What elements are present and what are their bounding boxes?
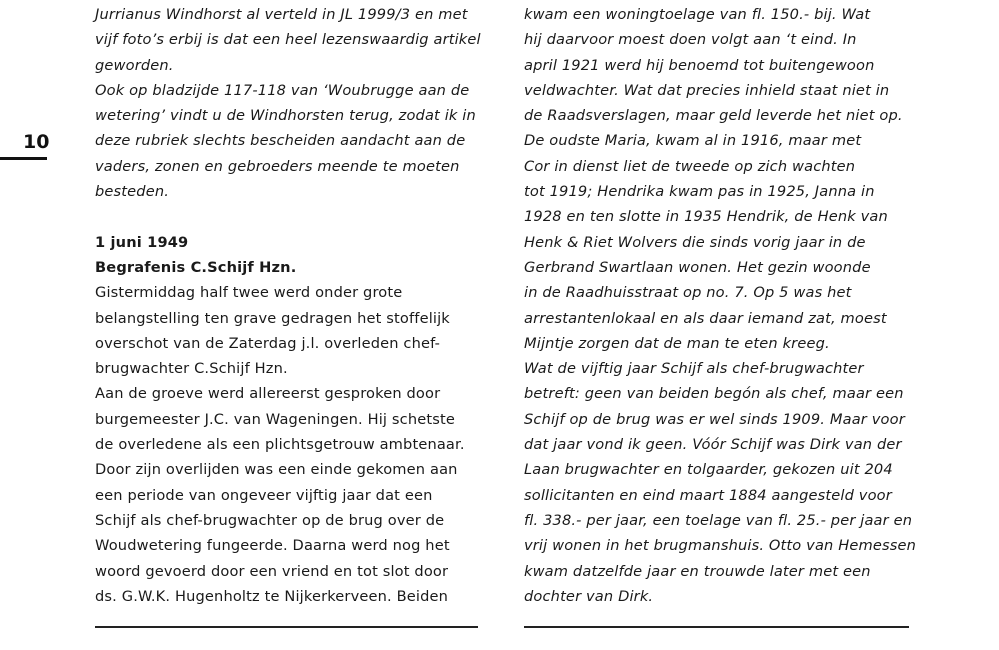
text-line: dochter van Dirk. [524,587,654,605]
text-line: kwam een woningtoelage van fl. 150.- bij. Wat [524,6,871,23]
text-line: deze rubriek slechts bescheiden aandacht aan de [95,132,466,150]
text-line [95,204,480,229]
text-line: vijf foto’s erbij is dat een heel lezenswaardig artikel [95,31,481,49]
text-line: vaders, zonen en gebroeders meende te moeten [95,157,460,175]
text-line: veldwachter. Wat dat precies inhield staat niet in [524,81,890,99]
left-column-rule [95,626,478,628]
text-line: de overledene als een plichtsgetrouw ambtenaar. [95,436,465,454]
text-line: sollicitanten en eind maart 1884 aangesteld voor [524,486,892,504]
text-line: een periode van ongeveer vijftig jaar dat een [95,486,433,504]
text-line: burgemeester J.C. van Wageningen. Hij schetste [95,410,455,428]
text-line: Schijf als chef-brugwachter op de brug over de [95,511,445,529]
left-text-column [95,2,480,609]
text-line: overschot van de Zaterdag j.l. overleden chef- [95,334,441,352]
text-line: Gerbrand Swartlaan wonen. Het gezin woonde [524,258,871,276]
text-line: Ook op bladzijde 117-118 van ‘Woubrugge aan de [95,81,470,99]
text-line: Schijf op de brug was er wel sinds 1909. Maar voor [524,410,905,428]
page-number: 10 [23,131,50,153]
text-line: ds. G.W.K. Hugenholtz te Nijkerkerveen. Beiden [95,587,449,605]
text-line: besteden. [95,183,170,201]
text-line: brugwachter C.Schijf Hzn. [95,360,288,378]
text-line: de Raadsverslagen, maar geld leverde het niet op. [524,107,903,125]
text-line: Jurrianus Windhorst al verteld in JL 1999/3 en met [95,6,468,23]
text-line: fl. 338.- per jaar, een toelage van fl. 25.- per jaar en [524,511,913,529]
text-line: Door zijn overlijden was een einde gekomen aan [95,461,458,479]
text-line: 1928 en ten slotte in 1935 Hendrik, de Henk van [524,208,888,226]
text-line: Gistermiddag half twee werd onder grote [95,284,403,302]
text-line: belangstelling ten grave gedragen het stoffelijk [95,309,450,327]
text-line: De oudste Maria, kwam al in 1916, maar met [524,132,862,150]
text-line: woord gevoerd door een vriend en tot slot door [95,562,449,580]
text-line: geworden. [95,56,174,74]
text-line: Henk & Riet Wolvers die sinds vorig jaar in de [524,233,866,251]
text-line: Cor in dienst liet de tweede op zich wachten [524,157,856,175]
text-line: in de Raadhuisstraat op no. 7. Op 5 was het [524,284,852,302]
text-line: kwam datzelfde jaar en trouwde later met een [524,562,871,580]
text-line: Wat de vijftig jaar Schijf als chef-brugwachter [524,360,864,378]
page-number-bar [0,157,47,160]
text-line: wetering’ vindt u de Windhorsten terug, zodat ik in [95,107,476,125]
text-line: Laan brugwachter en tolgaarder, gekozen uit 204 [524,461,893,479]
text-line: vrij wonen in het brugmanshuis. Otto van Hemessen [524,537,917,555]
right-text-column [524,2,917,609]
text-line: dat jaar vond ik geen. Vóór Schijf was Dirk van der [524,436,902,454]
text-line: Mijntje zorgen dat de man te eten kreeg. [524,334,830,352]
right-column-rule [524,626,909,628]
text-line: arrestantenlokaal en als daar iemand zat, moest [524,309,887,327]
text-line: Aan de groeve werd allereerst gesproken door [95,385,441,403]
text-line: Woudwetering fungeerde. Daarna werd nog het [95,537,450,555]
heading-line: 1 juni 1949 [95,233,189,251]
text-line: april 1921 werd hij benoemd tot buitengewoon [524,56,875,74]
text-line: betreft: geen van beiden begón als chef, maar een [524,385,904,403]
heading-line: Begrafenis C.Schijf Hzn. [95,258,297,276]
text-line: hij daarvoor moest doen volgt aan ‘t eind. In [524,31,857,49]
text-line: tot 1919; Hendrika kwam pas in 1925, Janna in [524,183,875,201]
